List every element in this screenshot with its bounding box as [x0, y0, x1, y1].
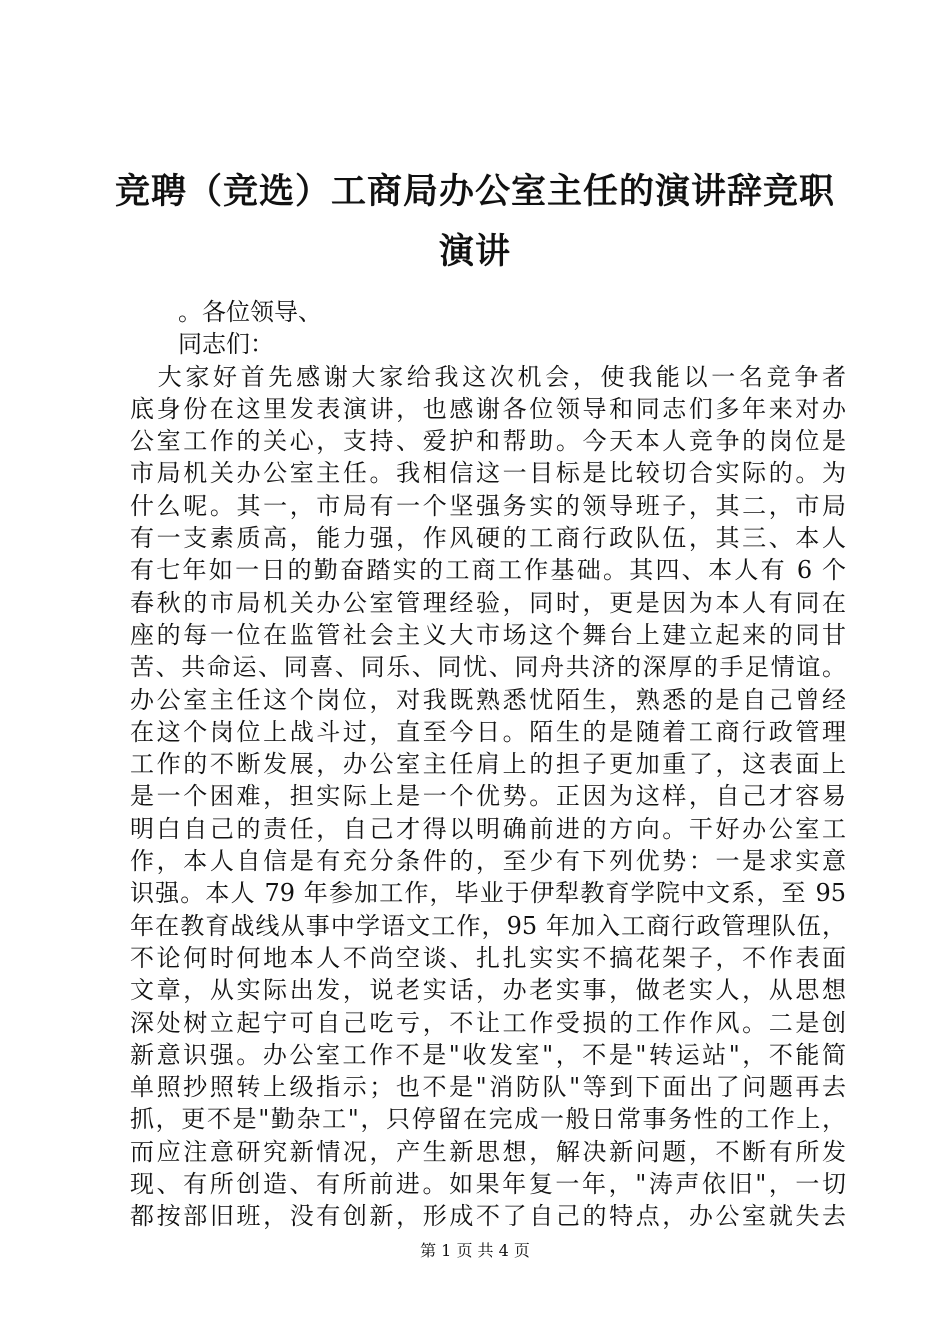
- body-line: 现、有所创造、有所前进。如果年复一年，"涛声依旧"，一切: [130, 1170, 846, 1199]
- body-line: 作，本人自信是有充分条件的，至少有下列优势：一是求实意: [130, 847, 846, 876]
- document-title: [110, 162, 840, 282]
- body-line: 在这个岗位上战斗过，直至今日。陌生的是随着工商行政管理: [130, 717, 846, 746]
- greeting-line-2: 同志们：: [178, 330, 274, 359]
- body-line: 识强。本人 79 年参加工作，毕业于伊犁教育学院中文系，至 95: [130, 879, 846, 908]
- body-line: 座的每一位在监管社会主义大市场这个舞台上建立起来的同甘: [130, 620, 846, 649]
- body-line: 而应注意研究新情况，产生新思想，解决新问题，不断有所发: [130, 1137, 846, 1166]
- body-line: 新意识强。办公室工作不是"收发室"，不是"转运站"，不能简: [130, 1040, 846, 1069]
- body-line: 深处树立起宁可自己吃亏，不让工作受损的工作作风。二是创: [130, 1008, 846, 1037]
- body-line: 什么呢。其一，市局有一个坚强务实的领导班子，其二，市局: [130, 491, 846, 520]
- body-line: 工作的不断发展，办公室主任肩上的担子更加重了，这表面上: [130, 750, 846, 779]
- body-line: 大家好首先感谢大家给我这次机会，使我能以一名竞争者: [130, 362, 846, 391]
- title-line-2: 演讲: [438, 232, 511, 272]
- body-line: 公室工作的关心，支持、爱护和帮助。今天本人竞争的岗位是: [130, 427, 846, 456]
- body-line: 春秋的市局机关办公室管理经验，同时，更是因为本人有同在: [130, 588, 846, 617]
- body-line: 办公室主任这个岗位，对我既熟悉忧陌生，熟悉的是自己曾经: [130, 685, 846, 714]
- body-line: 是一个困难，担实际上是一个优势。正因为这样，自己才容易: [130, 782, 846, 811]
- body-line: 年在教育战线从事中学语文工作，95 年加入工商行政管理队伍，: [130, 911, 846, 940]
- body-line: 不论何时何地本人不尚空谈、扎扎实实不搞花架子，不作表面: [130, 943, 846, 972]
- title-line-1: 竞聘（竞选）工商局办公室主任的演讲辞竞职: [114, 172, 835, 212]
- body-line: 抓，更不是"勤杂工"，只停留在完成一般日常事务性的工作上，: [130, 1105, 846, 1134]
- document-body: [130, 296, 846, 1233]
- body-line: 底身份在这里发表演讲，也感谢各位领导和同志们多年来对办: [130, 394, 846, 423]
- body-line: 市局机关办公室主任。我相信这一目标是比较切合实际的。为: [130, 459, 846, 488]
- page-footer: 第 1 页 共 4 页: [420, 1241, 530, 1260]
- body-line: 都按部旧班，没有创新，形成不了自己的特点，办公室就失去: [130, 1202, 846, 1231]
- body-line: 明白自己的责任，自己才得以明确前进的方向。干好办公室工: [130, 814, 846, 843]
- body-line: 苦、共命运、同喜、同乐、同忧、同舟共济的深厚的手足情谊。: [130, 653, 846, 682]
- body-line: 文章，从实际出发，说老实话，办老实事，做老实人，从思想: [130, 976, 846, 1005]
- body-line: 有一支素质高，能力强，作风硬的工商行政队伍，其三、本人: [130, 524, 846, 553]
- greeting-line-1: 。各位领导、: [178, 298, 322, 326]
- body-line: 单照抄照转上级指示；也不是"消防队"等到下面出了问题再去: [130, 1073, 846, 1102]
- body-line: 有七年如一日的勤奋踏实的工商工作基础。其四、本人有 6 个: [130, 556, 846, 585]
